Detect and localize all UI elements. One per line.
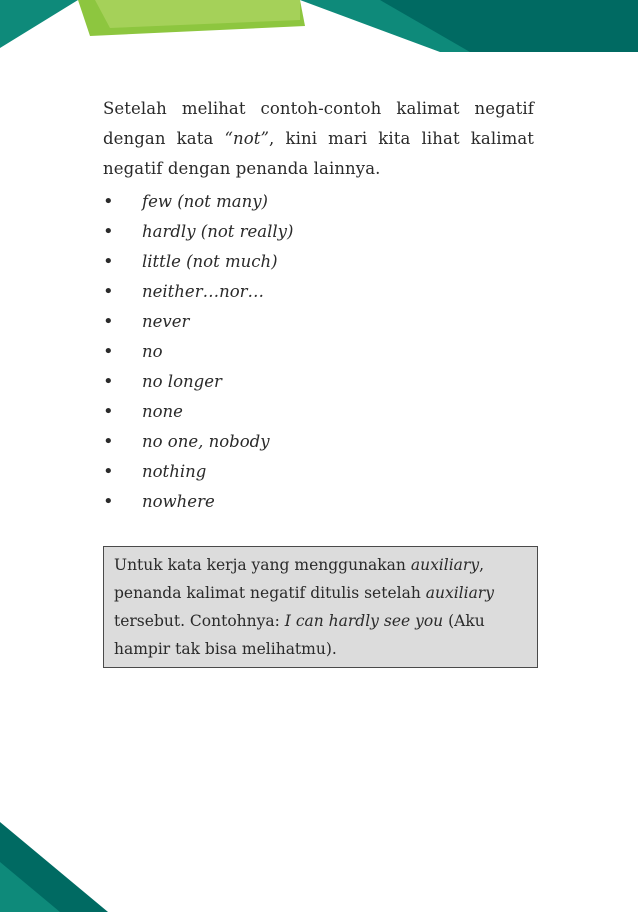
list-item xyxy=(103,337,534,367)
note-text-3: tersebut. Contohnya: xyxy=(114,612,285,630)
bullet: • xyxy=(103,281,114,302)
note-example: I can hardly see you xyxy=(284,612,444,630)
note-text-2: , penanda kalimat negatif ditulis setelah xyxy=(114,556,485,602)
list-item xyxy=(103,187,534,217)
bullet: • xyxy=(103,491,114,512)
top-right-teal-band xyxy=(300,0,638,52)
list-item xyxy=(103,277,534,307)
bullet: • xyxy=(103,311,114,332)
list-item-term: few (not many) xyxy=(142,192,268,211)
bullet: • xyxy=(103,401,114,422)
top-left-teal-corner xyxy=(0,0,78,48)
list-item-term: no longer xyxy=(142,372,222,391)
list-item xyxy=(103,247,534,277)
top-lime-light-band xyxy=(95,0,300,28)
list-item-term: no xyxy=(142,342,163,361)
list-item-term: nothing xyxy=(142,462,207,481)
intro-text-start: Setelah melihat contoh-contoh kalimat negatif dengan kata xyxy=(103,99,534,148)
bullet: • xyxy=(103,371,114,392)
note-text-1: Untuk kata kerja yang menggunakan xyxy=(114,556,411,574)
bottom-left-teal-highlight xyxy=(0,862,60,912)
note-text-4: (Aku hampir tak bisa melihatmu). xyxy=(114,612,485,658)
top-right-teal-dark-band xyxy=(380,0,638,52)
bullet: • xyxy=(103,431,114,452)
list-item xyxy=(103,307,534,337)
list-item-term: no one, nobody xyxy=(142,432,270,451)
negative-marker-list xyxy=(103,187,534,517)
bullet: • xyxy=(103,341,114,362)
list-item-term: nowhere xyxy=(142,492,215,511)
list-item xyxy=(103,457,534,487)
bullet: • xyxy=(103,251,114,272)
intro-quoted-not: “not” xyxy=(224,129,270,148)
list-item xyxy=(103,397,534,427)
bottom-left-teal-corner xyxy=(0,822,108,912)
intro-text-end: , kini mari kita lihat kalimat negatif dengan penanda lainnya. xyxy=(103,129,534,178)
auxiliary-note-box xyxy=(103,546,538,668)
note-auxiliary-1: auxiliary xyxy=(410,556,480,574)
list-item xyxy=(103,427,534,457)
bullet: • xyxy=(103,221,114,242)
list-item xyxy=(103,367,534,397)
bullet: • xyxy=(103,461,114,482)
top-lime-band xyxy=(78,0,305,36)
list-item xyxy=(103,487,534,517)
note-auxiliary-2: auxiliary xyxy=(425,584,494,602)
list-item-term: hardly (not really) xyxy=(142,222,294,241)
list-item-term: none xyxy=(142,402,183,421)
intro-paragraph xyxy=(103,94,534,184)
bullet: • xyxy=(103,191,114,212)
list-item-term: little (not much) xyxy=(142,252,278,271)
list-item-term: neither…nor… xyxy=(142,282,265,301)
list-item-term: never xyxy=(142,312,190,331)
list-item xyxy=(103,217,534,247)
